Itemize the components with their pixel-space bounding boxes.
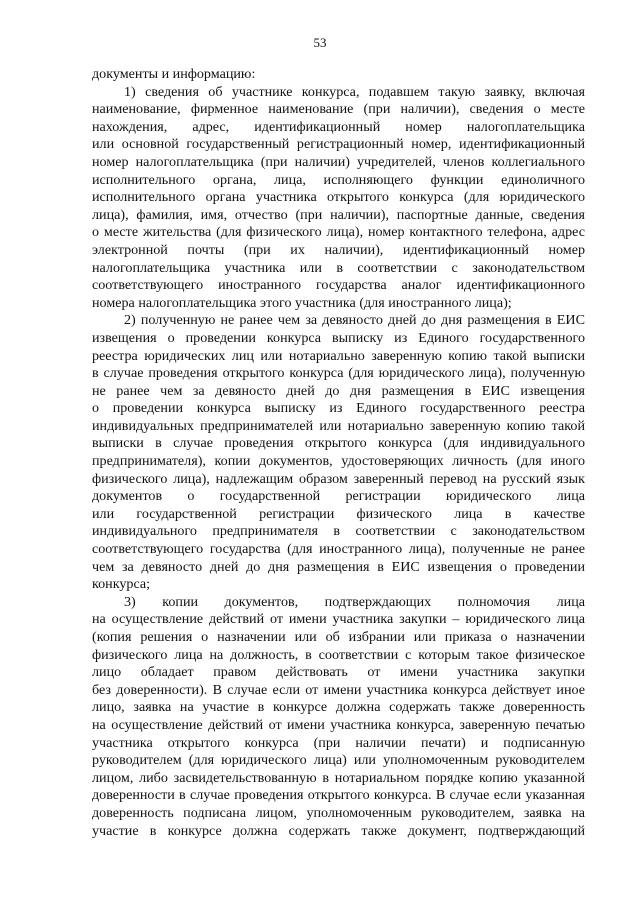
- text-line: извещения о проведении конкурса выписку из Единого государственного: [92, 329, 585, 346]
- text-line: лицо обладает правом действовать от имени участника закупки: [92, 664, 585, 681]
- text-line: или государственной регистрации физического лица в качестве: [92, 505, 585, 522]
- text-line: 2) полученную не ранее чем за девяносто дней до дня размещения в ЕИС: [124, 312, 585, 329]
- text-line: о месте жительства (для физического лица), номер контактного телефона, адрес: [92, 224, 585, 241]
- text-line: индивидуальных предпринимателей или нотариально заверенную копию такой: [92, 417, 585, 434]
- text-line: соответствующего иностранного государства аналог идентификационного: [92, 277, 585, 294]
- text-line: не ранее чем за девяносто дней до дня размещения в ЕИС извещения: [92, 382, 585, 399]
- text-line: исполнительного органа, лица, исполняющего функции единоличного: [92, 171, 585, 188]
- text-line: руководителем (для юридического лица) или уполномоченным руководителем: [92, 752, 585, 769]
- text-line: предпринимателя), копии документов, удостоверяющих личность (для иного: [92, 453, 585, 470]
- text-line: документов о государственной регистрации юридического лица: [92, 488, 585, 505]
- text-line: исполнительного органа участника открытого конкурса (для юридического: [92, 189, 585, 206]
- text-line: наименование, фирменное наименование (при наличии), сведения о месте: [92, 101, 585, 118]
- paragraph: [92, 66, 585, 84]
- text-line: о проведении конкурса выписку из Единого государственного реестра: [92, 400, 585, 417]
- text-line: на осуществление действий от имени участника закупки – юридического лица: [92, 611, 585, 628]
- text-line: физического лица на должность, в соответствии с которым такое физическое: [92, 646, 585, 663]
- text-line: электронной почты (при их наличии), идентификационный номер: [92, 241, 585, 258]
- text-line: участие в конкурсе должна содержать также документ, подтверждающий: [92, 822, 585, 839]
- text-line: чем за девяносто дней до дня размещения в ЕИС извещения о проведении: [92, 558, 585, 575]
- text-line: (копия решения о назначении или об избрании или приказа о назначении: [92, 629, 585, 645]
- text-line: доверенности в случае проведения открытого конкурса. В случае если указанная: [92, 787, 585, 804]
- text-line: участника открытого конкурса (при наличии печати) и подписанную: [92, 734, 585, 751]
- page-number: 53: [313, 35, 327, 50]
- text-line: лица), фамилия, имя, отчество (при наличии), паспортные данные, сведения: [92, 206, 585, 223]
- text-line: документы и информацию:: [92, 66, 256, 82]
- text-line: номер налогоплательщика (при наличии) учредителей, членов коллегиального: [92, 153, 585, 170]
- text-line: 1) сведения об участнике конкурса, подавшем такую заявку, включая: [124, 83, 585, 100]
- text-line: налогоплательщика участника или в соответствии с законодательством: [92, 259, 585, 276]
- text-line: конкурса;: [92, 576, 151, 593]
- text-line: лицом, либо засвидетельствованную в нотариальном порядке копию указанной: [92, 769, 585, 786]
- text-line: или основной государственный регистрационный номер, идентификационный: [92, 136, 585, 153]
- text-line: в случае проведения открытого конкурса (для юридического лица), полученную: [92, 365, 585, 382]
- text-line: индивидуального предпринимателя в соответствии с законодательством: [92, 523, 585, 540]
- text-line: нахождения, адрес, идентификационный номер налогоплательщика: [92, 118, 585, 135]
- text-line: физического лица), надлежащим образом заверенный перевод на русский язык: [92, 470, 585, 487]
- text-line: без доверенности). В случае если от имени участника конкурса действует иное: [92, 681, 585, 698]
- text-line: лицо, заявка на участие в конкурсе должна содержать также доверенность: [92, 699, 585, 716]
- text-line: выписки в случае проведения открытого конкурса (для индивидуального: [92, 435, 585, 452]
- paragraph: [92, 84, 585, 313]
- text-line: доверенность подписана лицом, уполномоченным руководителем, заявка на: [92, 804, 585, 821]
- paragraph: [92, 312, 585, 594]
- text-line: на осуществление действий от имени участника конкурса, заверенную печатью: [92, 716, 585, 733]
- paragraph: [92, 594, 585, 840]
- text-line: соответствующего государства (для иностранного лица), полученные не ранее: [92, 541, 585, 558]
- text-line: номера налогоплательщика этого участника (для иностранного лица);: [92, 294, 512, 311]
- text-line: 3) копии документов, подтверждающих полномочия лица: [124, 593, 585, 610]
- text-line: реестра юридических лиц или нотариально заверенную копию такой выписки: [92, 347, 585, 364]
- document-body: [92, 66, 585, 840]
